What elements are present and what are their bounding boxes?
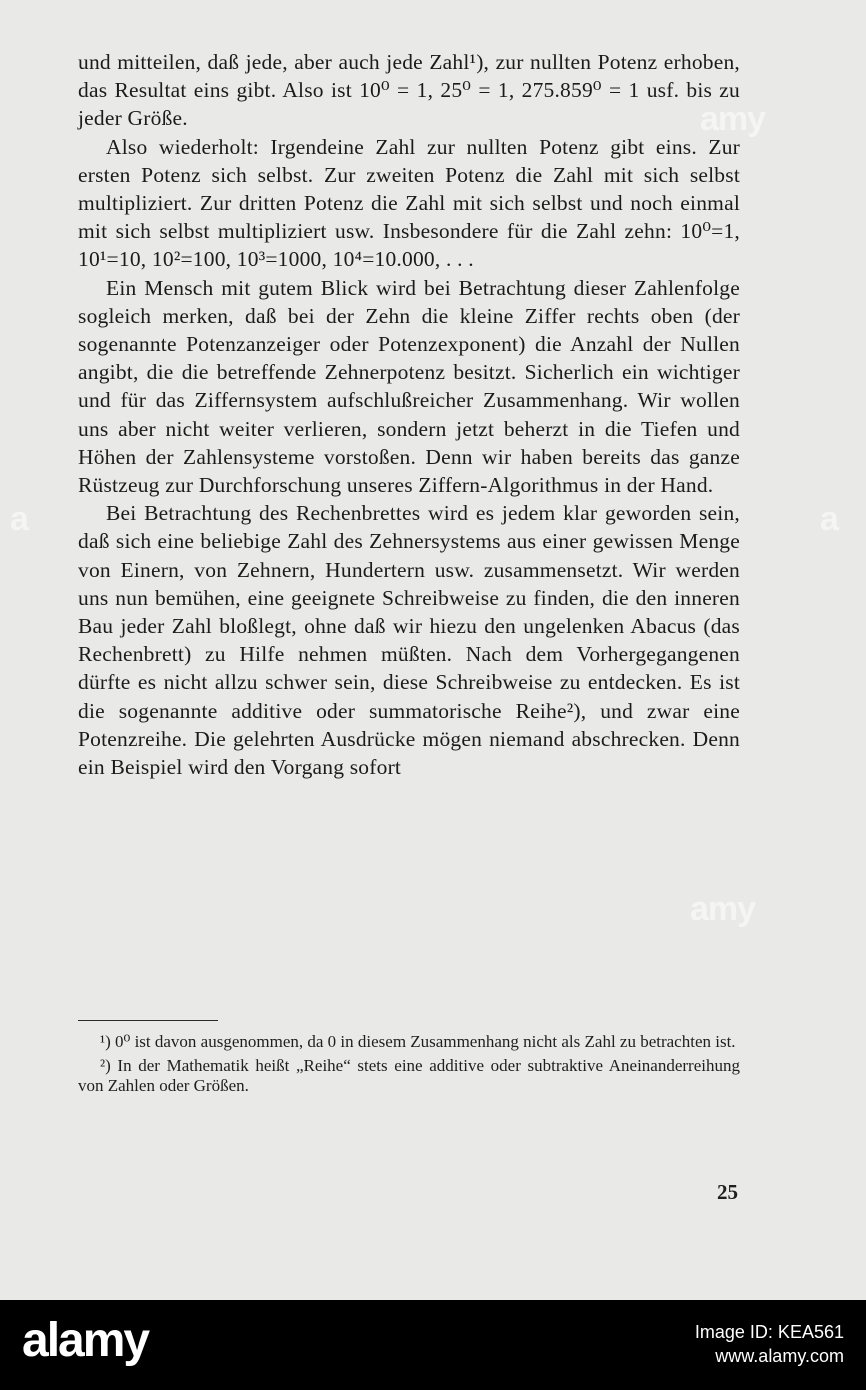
footnote-divider [78, 1020, 218, 1021]
footnote-1: ¹) 0⁰ ist davon ausgenommen, da 0 in diesem Zusammenhang nicht als Zahl zu betrachten ist. [100, 1032, 736, 1051]
paragraph-2: Also wiederholt: Irgendeine Zahl zur nullten Potenz gibt eins. Zur ersten Potenz sich selbst. Zur zweiten Potenz die Zahl mit sich selbst multipliziert. Zur dritten Potenz die Zahl mit sich selbst und noch einmal mit sich selbst multipliziert usw. Insbesondere für die Zahl zehn: 10⁰=1, 10¹=10, 10²=100, 10³=1000, 10⁴=10.000, . . . [78, 134, 740, 272]
watermark-mark: a [10, 500, 28, 538]
paragraph-1: und mitteilen, daß jede, aber auch jede Zahl¹), zur nullten Potenz erhoben, das Resultat eins gibt. Also ist 10⁰ = 1, 25⁰ = 1, 275.859⁰ = 1 usf. bis zu jeder Größe. [78, 50, 740, 131]
footnotes [78, 1032, 740, 1100]
watermark-mark: a [820, 500, 838, 538]
site-url: www.alamy.com [715, 1346, 844, 1366]
watermark-mark: amy [690, 890, 756, 928]
alamy-logo: alamy [22, 1314, 149, 1367]
image-id [695, 1320, 844, 1368]
body-text [78, 48, 740, 781]
paragraph-4: Bei Betrachtung des Rechenbrettes wird es jedem klar geworden sein, daß sich eine beliebige Zahl des Zehnersystems aus einer gewissen Menge von Einern, von Zehnern, Hundertern usw. zusammensetzt. Wir werden uns nun bemühen, eine geeignete Schreibweise zu finden, die den inneren Bau jeder Zahl bloßlegt, ohne daß wir hiezu den ungelenken Abacus (das Rechenbrett) zu Hilfe nehmen müßten. Nach dem Vorhergegangenen dürfte es nicht allzu schwer sein, diese Schreibweise zu entdecken. Es ist die sogenannte additive oder summatorische Reihe²), und zwar eine Potenzreihe. Die gelehrten Ausdrücke mögen niemand abschrecken. Denn ein Beispiel wird den Vorgang sofort [78, 501, 740, 780]
footnote-2: ²) In der Mathematik heißt „Reihe“ stets eine additive oder subtraktive Aneinanderreihung von Zahlen oder Größen. [78, 1055, 740, 1095]
image-id-text: Image ID: KEA561 [694, 1322, 844, 1342]
paragraph-3: Ein Mensch mit gutem Blick wird bei Betrachtung dieser Zahlenfolge sogleich merken, daß bei der Zehn die kleine Ziffer rechts oben (der sogenannte Potenzanzeiger oder Potenzexponent) die Anzahl der Nullen angibt, die die betreffende Zehnerpotenz besitzt. Sicherlich ein wichtiger und für das Ziffernsystem aufschlußreicher Zusammenhang. Wir wollen uns aber nicht weiter verlieren, sondern jetzt beherzt in die Tiefen und Höhen der Zahlensysteme vorstoßen. Denn wir haben bereits das ganze Rüstzeug zur Durchforschung unseres Ziffern-Algorithmus in der Hand. [78, 275, 740, 498]
watermark-mark: amy [700, 100, 766, 138]
page-number: 25 [717, 1180, 738, 1204]
